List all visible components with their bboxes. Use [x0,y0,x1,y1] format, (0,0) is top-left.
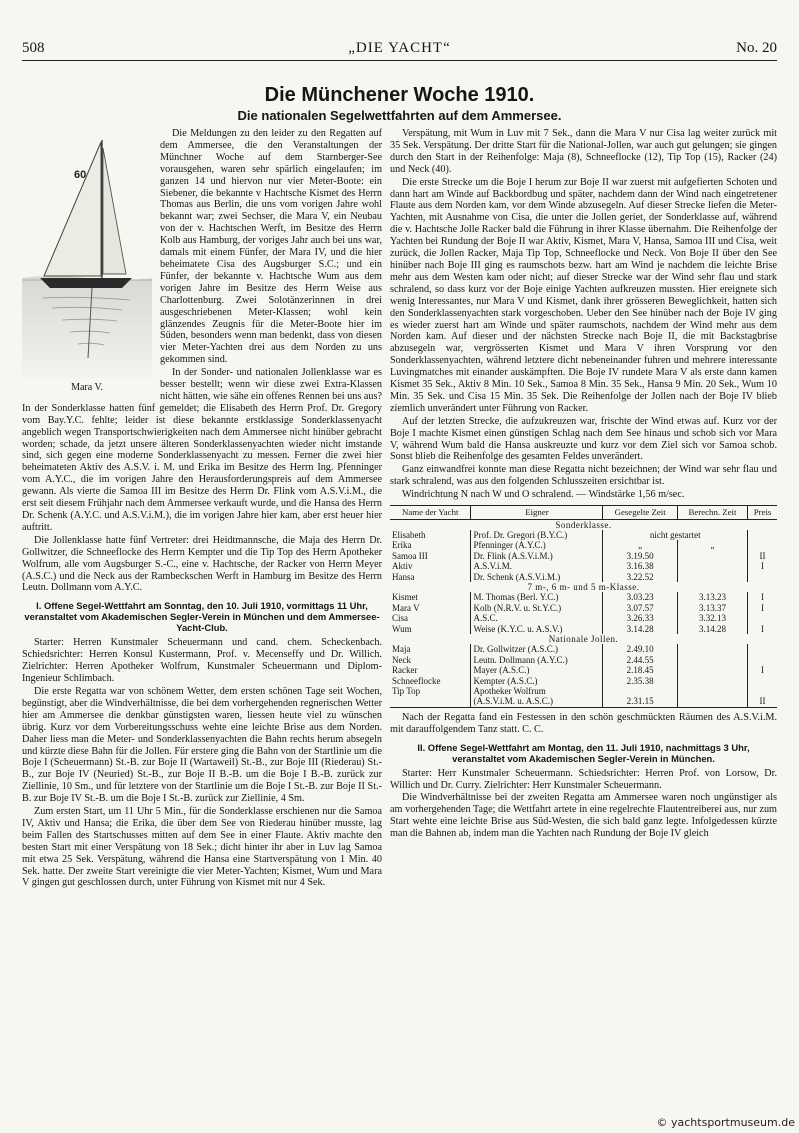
cell-sailed-time [603,686,677,696]
sailboat-illustration [22,128,152,396]
cell-corrected-time [677,665,747,675]
cell-owner: Pfenninger (A.Y.C.) [471,540,603,550]
cell-prize: I [748,561,777,571]
water-shape [22,276,152,378]
after-table-paragraph: Nach der Regatta fand ein Festessen in den schön geschmückten Räumen des A.S.V.i.M. mit darauffolgendem Tanz statt. C. C. [390,711,777,735]
cell-corrected-time [677,644,747,654]
issue-number: No. 20 [736,40,777,56]
right-paragraph-1: Verspätung, mit Wum in Luv mit 7 Sek., dann die Mara V nur Cisa lag weiter zurück mit 35 Sek. Verspätung. Der dritte Start für die National-Jollen, war auch gut gelungen; sie gingen durch den Start in der Reihenfolge: Maja (8), Schneeflocke (12), Tip Top (15), Racker (24) und Neck (40). [390,128,777,175]
results-header-row [390,506,777,519]
watermark: © yachtsportmuseum.de [656,1116,795,1129]
cell-owner: Kempter (A.S.C.) [471,676,603,686]
article-title: Die Münchener Woche 1910. [264,84,535,106]
section-heading-1: I. Offene Segel-Wettfahrt am Sonntag, den 10. Juli 1910, vormittags 11 Uhr, veranstaltet vom Akademischen Segler-Verein in München und dem Ammersee-Yacht-Club. [24,600,380,634]
race-paragraph-2: Die erste Regatta war von schönem Wetter, dem ersten schönen Tage seit Wochen, begünstigt, aber die Windverhältnisse, die bei dem vorhergehenden regnerischen Wetter hier am Ammersee die denkbar günstigsten waren, liessen heute viel zu wünschen übrig. Kurz vor dem Vorbereitungsschuss wehte eine leichte Brise aus dem Norden. Daher liess man die Meter- und Sonderklassenyachten die Bahn rechts herum absegeln und kürzte diese Bahn für die Jollen. Für erstere ging die Bahn von der Startlinie um die Boje I (Scheuermann) St.-B. zur Boje II (Wartaweil) St.-B., zur Boje III (Riederau) St.-B., zur Boje IV (Neuried) St.-B., zur Boje II B.-B. um die Boje I B.-B. zurück zur Ziellinie, 10 Sm., und für letztere von der Startlinie um die Boje I St.-B. zur Boje II St.-B. zur Boje IV St.-B. um die Boje I St.-B. zurück zur Ziellinie, 4 Sm. [22,685,382,805]
cell-yacht [390,696,471,707]
cell-corrected-time [677,655,747,665]
cell-owner: A.S.V.i.M. [471,561,603,571]
cell-sailed-time: 2.35.38 [603,676,677,686]
cell-corrected-time: 3.13.37 [677,603,747,613]
cell-prize [748,686,777,696]
header-rule [22,60,777,61]
cell-prize [748,655,777,665]
col-header-corrected-time: Berechn. Zeit [677,506,747,519]
results-group-row [390,634,777,644]
group-label: 7 m-, 6 m- und 5 m-Klasse. [527,581,640,592]
col-header-sailed-time: Gesegelte Zeit [603,506,677,519]
cell-yacht: Erika [392,540,412,551]
table-row [390,655,777,665]
cell-prize [748,572,777,582]
race-paragraph-3: Zum ersten Start, um 11 Uhr 5 Min., für die Sonderklasse erschienen nur die Samoa IV, Aktiv und Hansa; die Erika, die über dem See von Riederau hinüber musste, lag beim Fallen des Startschusses mitten auf dem See in einer Flaute. Aktiv machte den besten Start mit einer Verspätung von 18 Sek.; dicht hinter ihr aber in Luv lag Samoa mit etwa 25 Sek. Verspätung, während die Hansa eine Startverspätung von 1 Min. 40 Sek. hatte. Der zweite Start vereinigte die vier Meter-Yachten; Kismet, Wum und Mara V gingen gut geschlossen durch, unter Führung von Kismet mit nur 4 Sek. [22,806,382,889]
table-row [390,551,777,561]
cell-sailed-time: 3.19.50 [603,551,677,561]
cell-prize: I [748,592,777,602]
cell-owner: Prof. Dr. Gregori (B.Y.C.) [471,530,603,540]
cell-yacht: Samoa III [392,550,428,561]
cell-corrected-time [677,676,747,686]
cell-sailed-time: 3.07.57 [603,603,677,613]
cell-yacht: Kismet [392,592,418,603]
cell-sailed-time: 3.26.33 [603,613,677,623]
cell-sailed-time: 3.16.38 [603,561,677,571]
cell-prize [748,676,777,686]
cell-yacht: Elisabeth [392,529,426,540]
cell-owner: Kolb (N.R.V. u. St.Y.C.) [471,603,603,613]
cell-owner: Apotheker Wolfrum [471,686,603,696]
journal-title: „DIE YACHT“ [348,40,451,56]
cell-yacht: Tip Top [392,686,421,696]
results-group-row [390,582,777,592]
cell-yacht: Neck [392,654,411,665]
race-paragraph-1: Starter: Herren Kunstmaler Scheuermann und cand. chem. Scheckenbach. Schiedsrichter: Herren Konsul Kustermann, Prof. v. Mecenseffy und Dr. Willich. Zielrichter: Herren Apotheker Wolfrum, Kunstmaler Scheuermann und Diplom-Ingenieur Schlimbach. [22,637,382,685]
col-header-owner: Eigner [471,506,603,519]
cell-sailed-time: 2.44.55 [603,655,677,665]
cell-owner: Dr. Schenk (A.S.V.i.M.) [471,572,603,582]
cell-owner: (A.S.V.i.M. u. A.S.C.) [471,696,603,707]
col-header-prize: Preis [748,506,777,519]
cell-owner: Dr. Flink (A.S.V.i.M.) [471,551,603,561]
group-label: Nationale Jollen. [548,633,619,644]
cell-owner: Mayer (A.S.C.) [471,665,603,675]
cell-yacht: Schneeflocke [392,675,441,686]
cell-yacht: Aktiv [392,561,413,572]
cell-yacht: Maja [392,644,411,655]
section2-paragraph-1: Starter: Herr Kunstmaler Scheuermann. Schiedsrichter: Herren Prof. von Lorsow, Dr. Willich und Dr. Curry. Zielrichter: Herr Kunstmaler Scheuermann. [390,767,777,791]
cell-owner: Weise (K.Y.C. u. A.S.V.) [471,624,603,634]
table-row [390,592,777,602]
cell-prize: I [748,624,777,634]
table-row [390,540,777,550]
group-label: Sonderklasse. [555,519,612,530]
intro-paragraph-3: Die Jollenklasse hatte fünf Vertreter: drei Heidtmannsche, die Maja des Herrn Dr. Gollwitzer, die Schneeflocke des Herrn Kempter und die Tip Top des Herrn Apotheker Wolfrum, alle vom Augsburger S.-C., eine v. Hachtsche, der Racker von Herrn Meyer (A.S.C.) und die Neck aus der Rambeckschen Werft in Hamburg im Besitze des Herrn Leutn. Dollmann vom A.Y.C. [22,534,382,594]
cell-prize: II [748,696,777,707]
cell-corrected-time [677,551,747,561]
cell-sailed-time: 3.03.23 [603,592,677,602]
col-header-yacht: Name der Yacht [390,506,471,519]
cell-owner: Leutn. Dollmann (A.Y.C.) [471,655,603,665]
table-row [390,686,777,696]
section-heading-2: II. Offene Segel-Wettfahrt am Montag, den 11. Juli 1910, nachmittags 3 Uhr, veranstaltet vom Akademischen Segler-Verein in München. [417,741,750,764]
cell-sailed-time: 2.18.45 [603,665,677,675]
cell-sailed-time: „ [603,540,677,550]
section2-paragraph-2: Die Windverhältnisse bei der zweiten Regatta am Ammersee waren noch ungünstiger als am vorhergehenden Tage; die Wettfahrt artete in eine regelrechte Flautentreiberei aus, nur zum Start wehte eine leichte Brise aus Süd-Westen, die sich bald ganz legte. Infolgedessen kürzte man die Bahnen ab, indem man die Yachten nach Rundung der Boje IV gleich [390,792,777,840]
table-row [390,603,777,613]
table-row [390,665,777,675]
cell-prize: II [748,551,777,561]
cell-corrected-time: „ [677,540,747,550]
cell-sailed-time: 2.49.10 [603,644,677,654]
table-row [390,561,777,571]
cell-owner: Dr. Gollwitzer (A.S.C.) [471,644,603,654]
table-row [390,572,777,582]
results-table [390,505,777,708]
cell-corrected-time [677,696,747,707]
cell-prize [748,644,777,654]
right-column [390,128,777,1108]
table-row [390,676,777,686]
hull-shape [40,278,132,288]
cell-prize [748,613,777,623]
cell-corrected-time: 3.13.23 [677,592,747,602]
cell-prize: I [748,665,777,675]
cell-yacht: Cisa [392,613,409,624]
results-group-row [390,519,777,530]
cell-yacht: Wum [392,623,412,634]
cell-sailed-time: 3.14.28 [603,624,677,634]
right-paragraph-3: Auf der letzten Strecke, die aufzukreuzen war, frischte der Wind etwas auf. Kurz vor der Boje I machte Kismet einen günstigen Schlag nach dem See hinaus und schob sich vor Mara V, während Wum bald die Hansa auskreuzte und kurz vor dem Ziel sich vor Samoa schob. Sonst blieb die Reihenfolge des gesamten Feldes unverändert. [390,415,777,463]
table-row [390,644,777,654]
intro-paragraph-2: In der Sonder- und nationalen Jollenklasse war es besser bestellt; wenn wir diese zwei Extra-Klassen nicht hätten, wie sähe ein offenes Rennen bei uns aus? In der Sonderklasse hatten fünf gemeldet; die Elisabeth des Herrn Prof. Dr. Gregory vom Bay.Y.C. fehlte; leider ist diese bekannte erstklassige Sonderklassenyacht angeblich wegen Transportschwierigkeiten nach dem Ammersee nicht hinüber gebracht worden; schade, da jetzt unsere älteren Sonderklassenyachten wieder nicht imstande sind, sich gegen eine moderne Sonderklassenyacht zu messen. Ferner die zwei hier beheimateten Aktiv des A.S.V. i. M. und Erika im Besitze des Herrn Ing. Pfenninger vom A.Y.C., die im vorigen Jahre den Herausforderungspreis auf dem Ammersee gewann. Als vierte die Samoa III im Besitze des Herrn Dr. Flink vom A.S.V.i.M., die erst seit diesem Frühjahr nach dem Ammersee verkauft wurde, und die Hansa des Herrn Dr. Schenk (A.Y.C. und A.S.V.i.M.), die im vorigen Jahre hier kam, aber erst heuer hier auftritt. [22,367,382,533]
cell-yacht: Racker [392,665,418,676]
page-header [22,40,777,58]
illustration-caption: Mara V. [71,382,103,393]
cell-owner: A.S.C. [471,613,603,623]
results-body [390,519,777,707]
right-paragraph-4: Ganz einwandfrei konnte man diese Regatta nicht bezeichnen; der Wind war sehr flau und stark schralend, was aus den folgenden Schlusszeiten ersichtbar ist. [390,464,777,488]
cell-yacht: Hansa [392,571,415,582]
table-row [390,624,777,634]
table-row [390,530,777,540]
cell-sailed-time: 2.31.15 [603,696,677,707]
cell-prize: I [748,603,777,613]
cell-corrected-time [677,686,747,696]
cell-prize [748,540,777,550]
sail-number: 60 [74,169,87,181]
cell-yacht: Mara V [392,602,420,613]
wind-note: Windrichtung N nach W und O schralend. — Windstärke 1,56 m/sec. [402,489,685,501]
cell-sailed-time: nicht gestartet [603,530,748,540]
left-column [22,128,382,996]
cell-corrected-time: 3.32.13 [677,613,747,623]
cell-owner: M. Thomas (Berl. Y.C.) [471,592,603,602]
cell-corrected-time: 3.14.28 [677,624,747,634]
page-number: 508 [22,40,45,56]
table-row [390,696,777,707]
cell-corrected-time [677,572,747,582]
sailboat-image [22,128,152,378]
table-row [390,613,777,623]
cell-prize [748,530,777,540]
right-paragraph-2: Die erste Strecke um die Boje I herum zur Boje II war zuerst mit aufgefierten Schoten und dann hart am Winde auf Backbordbug und später, nachdem dann der Wind nach eingetretener Flaute aus dem Norden kam, vor dem Winde abzusegeln. Auf dieser Strecke liefen die Meter-Yachten, mit Ausnahme von Cisa, die unter die Jollen geriet, der Sonderklasse auf, während die v. Hachtsche Jolle Racker bald die Führung in ihrer Klasse übernahm. Die Reihenfolge der Yachten bei Rundung der Boje II war Aktiv, Kismet, Mara V, Hansa, Samoa III und Cisa, weit zurück, die Jollen Racker, Maja Tip Top, Schneeflocke und Neck. Von Boje II über den See hinüber nach Boje III ging es raumschots bezw. hart am Wind je nachdem die leichte Brise mehr aus dem Westen kam oder nicht; auf dieser Strecke war der Wind sehr flau und stark schralend, so dass kurz vor der Boje einige Yachten aufkreuzen mussten. Hier ereignete sich wenig Interessantes, nur Mara V und Kismet, dank ihrer grösseren Beweglichkeit, hatten sich den Sonderklassenyachten stark vorgeschoben. Ueber den See hinüber nach der Boje IV ging es wieder zuerst hart am Winde und später raumschots, nachdem der Wind mehr aus dem Norden kam. Auf dieser und der nächsten Strecke nach Boje II, die mit Backstagbrise abzusegeln war, vergrösserten Kismet und Mara V ihren Vorsprung vor den Sonderklassenyachten, während letztere dicht nebeneinander fuhren und mehrere interessante Luvingmatches mit einander auskämpften. Die Boje IV rundete Mara V als erste dann kamen Kismet 35 Sek., Aktiv 8 Min. 10 Sek., Samoa 8 Min. 35 Sek., Hansa 9 Min. 20 Sek., Wum 10 Min. 35 Sek. und Cisa 15 Min. 35 Sek. Die Reihenfolge der Jollen nach der Boje IV blieb ziemlich unverändert unter Führung von Racker. [390,176,777,414]
intro-paragraph-1: Die Meldungen zu den leider zu den Regatten auf dem Ammersee, die den Veranstaltungen der Münchner Woche auf dem Starnberger-See vorausgehen, waren sehr spärlich eingelaufen; im ganzen 14 und hiervon nur vier Meter-Boote: ein Siebener, die bekannte v Hachtsche Kismet des Herrn Thomas aus Berlin, die uns vom vorigen Jahre wohl bekannt war; zwei Sechser, die Mara V, ein Neubau von der v. Hachtschen Werft, im Besitze des Herrn Kolb aus Hamburg, der voriges Jahr auch bei uns war, damals mit einem Fünfer, der Mara IV, und die hier beheimatete Cisa des Augsburger S.C.; und ein Fünfer, der bekannte v. Hachtsche Wum aus dem vorigen Jahre im Besitze des Herrn Weise aus Charlottenburg. Zwei Solotänzerinnen in drei ausgeschriebenen Meter-Klassen; wohl kein glänzendes Zeugnis für die Meter-Boote hier im Süden, besonders wenn man bedenkt, dass von diesen vier Meter-Yachten drei aus dem Norden zu uns gekommen sind. [160,128,382,366]
cell-corrected-time [677,561,747,571]
article-subtitle: Die nationalen Segelwettfahrten auf dem Ammersee. [237,108,562,123]
cell-sailed-time: 3.22.52 [603,572,677,582]
